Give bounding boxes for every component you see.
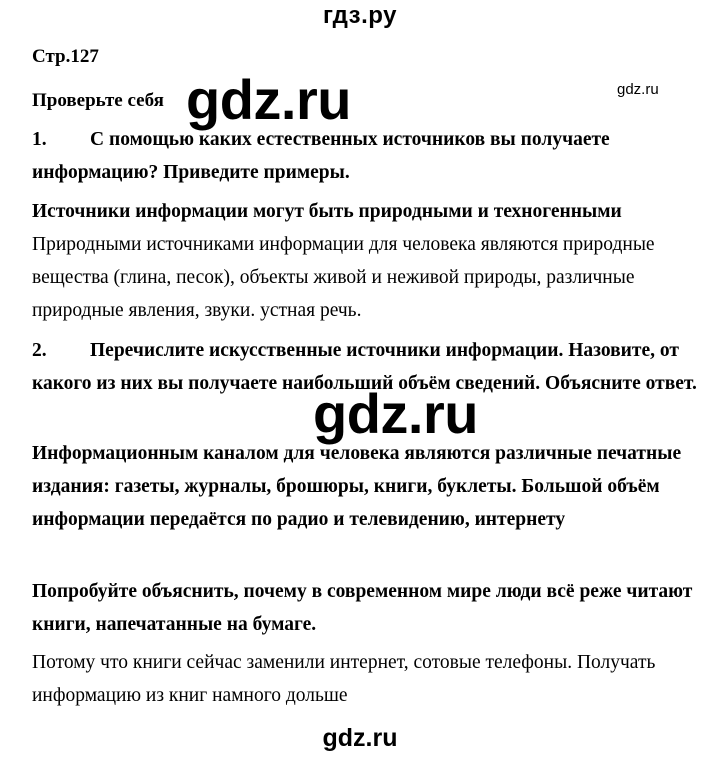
answer-1-heading: Источники информации могут быть природными и техногенными <box>32 201 622 222</box>
question-2-text: Перечислите искусственные источники информации. Назовите, от какого из них вы получаете наибольший объём сведений. Объясните ответ. <box>32 340 697 394</box>
question-3 <box>32 575 712 641</box>
footer-watermark: gdz.ru <box>322 724 398 752</box>
question-3-text: Попробуйте объяснить, почему в современном мире люди всё реже читают книги, напечатанные на бумаге. <box>32 581 693 635</box>
small-watermark: gdz.ru <box>617 81 659 98</box>
watermark-large-middle: gdz.ru <box>313 382 478 445</box>
answer-1 <box>32 195 720 327</box>
answer-3-text: Потому что книги сейчас заменили интернет, сотовые телефоны. Получать информацию из книг намного дольше <box>32 652 656 706</box>
watermark-large-top: gdz.ru <box>186 68 351 131</box>
answer-1-text: Природными источниками информации для человека являются природные вещества (глина, песок), объекты живой и неживой природы, различные природные явления, звуки. устная речь. <box>32 234 655 321</box>
question-2-number: 2. <box>32 340 47 361</box>
answer-2-text: Информационным каналом для человека являются различные печатные издания: газеты, журналы, брошюры, книги, буклеты. Большой объём информации передаётся по радио и телевидению, интернету <box>32 443 682 530</box>
answer-3 <box>32 646 712 712</box>
section-title: Проверьте себя <box>32 90 164 111</box>
question-1 <box>32 123 712 189</box>
header-watermark: гдз.ру <box>323 2 397 29</box>
page-reference: Стр.127 <box>32 46 99 67</box>
question-1-text: С помощью каких естественных источников вы получаете информацию? Приведите примеры. <box>32 129 610 183</box>
answer-2 <box>32 437 712 536</box>
question-1-number: 1. <box>32 129 47 150</box>
